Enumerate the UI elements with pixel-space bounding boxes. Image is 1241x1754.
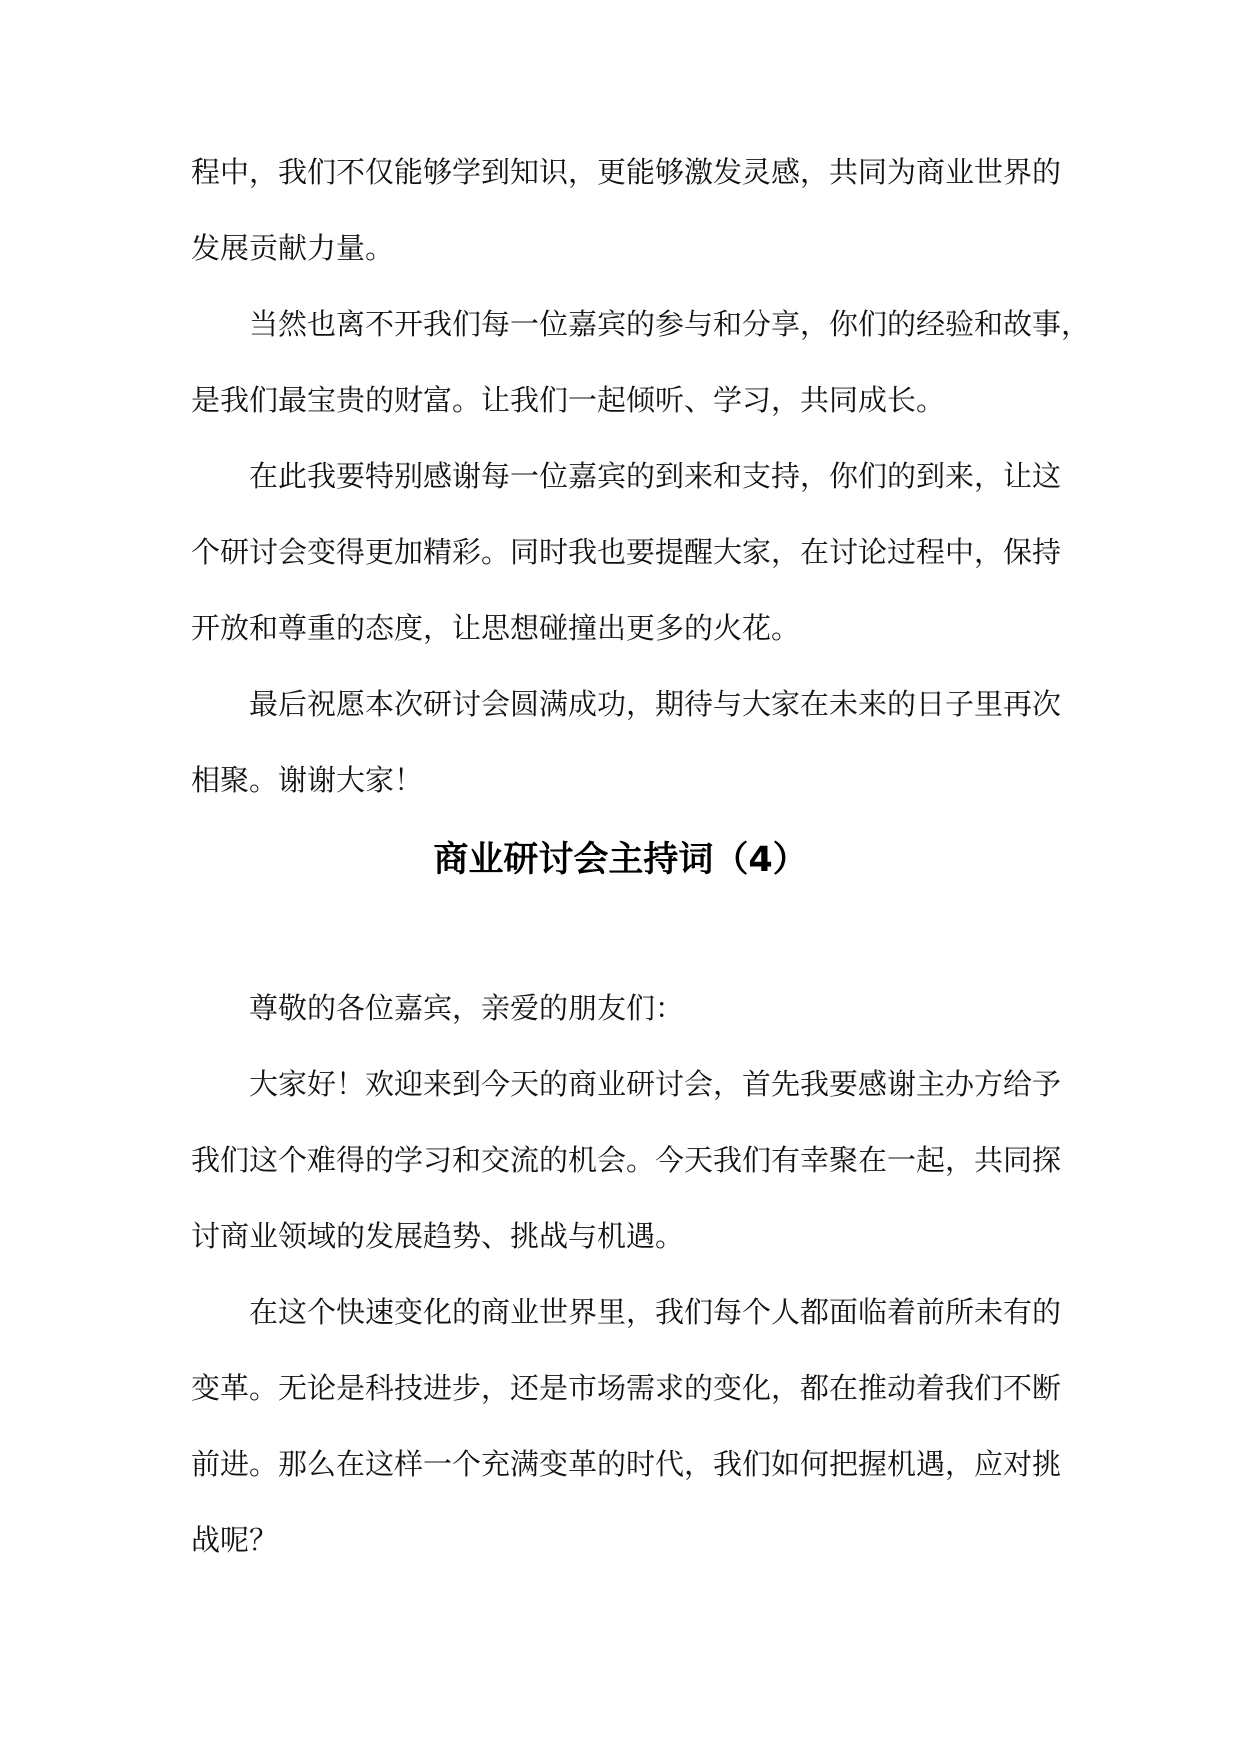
paragraph-line: 战呢？ xyxy=(191,1523,279,1557)
paragraph-line: 发展贡献力量。 xyxy=(191,231,395,265)
paragraph-line: 最后祝愿本次研讨会圆满成功，期待与大家在未来的日子里再次 xyxy=(249,687,1062,721)
paragraph-line: 个研讨会变得更加精彩。同时我也要提醒大家，在讨论过程中，保持 xyxy=(191,535,1062,569)
paragraph-line: 程中，我们不仅能够学到知识，更能够激发灵感，共同为商业世界的 xyxy=(191,155,1062,189)
paragraph-line: 在此我要特别感谢每一位嘉宾的到来和支持，你们的到来，让这 xyxy=(249,459,1062,493)
paragraph-line: 是我们最宝贵的财富。让我们一起倾听、学习，共同成长。 xyxy=(191,383,946,417)
paragraph-line: 开放和尊重的态度，让思想碰撞出更多的火花。 xyxy=(191,611,801,645)
paragraph-line: 当然也离不开我们每一位嘉宾的参与和分享，你们的经验和故事， xyxy=(249,307,1091,341)
paragraph-line: 变革。无论是科技进步，还是市场需求的变化，都在推动着我们不断 xyxy=(191,1371,1062,1405)
paragraph-line: 在这个快速变化的商业世界里，我们每个人都面临着前所未有的 xyxy=(249,1295,1062,1329)
paragraph-line: 讨商业领域的发展趋势、挑战与机遇。 xyxy=(191,1219,685,1253)
paragraph-line: 我们这个难得的学习和交流的机会。今天我们有幸聚在一起，共同探 xyxy=(191,1143,1062,1177)
paragraph-line: 相聚。谢谢大家！ xyxy=(191,763,424,797)
salutation-line: 尊敬的各位嘉宾，亲爱的朋友们： xyxy=(249,991,685,1025)
section-title: 商业研讨会主持词（4） xyxy=(433,840,808,880)
paragraph-line: 前进。那么在这样一个充满变革的时代，我们如何把握机遇，应对挑 xyxy=(191,1447,1062,1481)
paragraph-line: 大家好！欢迎来到今天的商业研讨会，首先我要感谢主办方给予 xyxy=(249,1067,1062,1101)
